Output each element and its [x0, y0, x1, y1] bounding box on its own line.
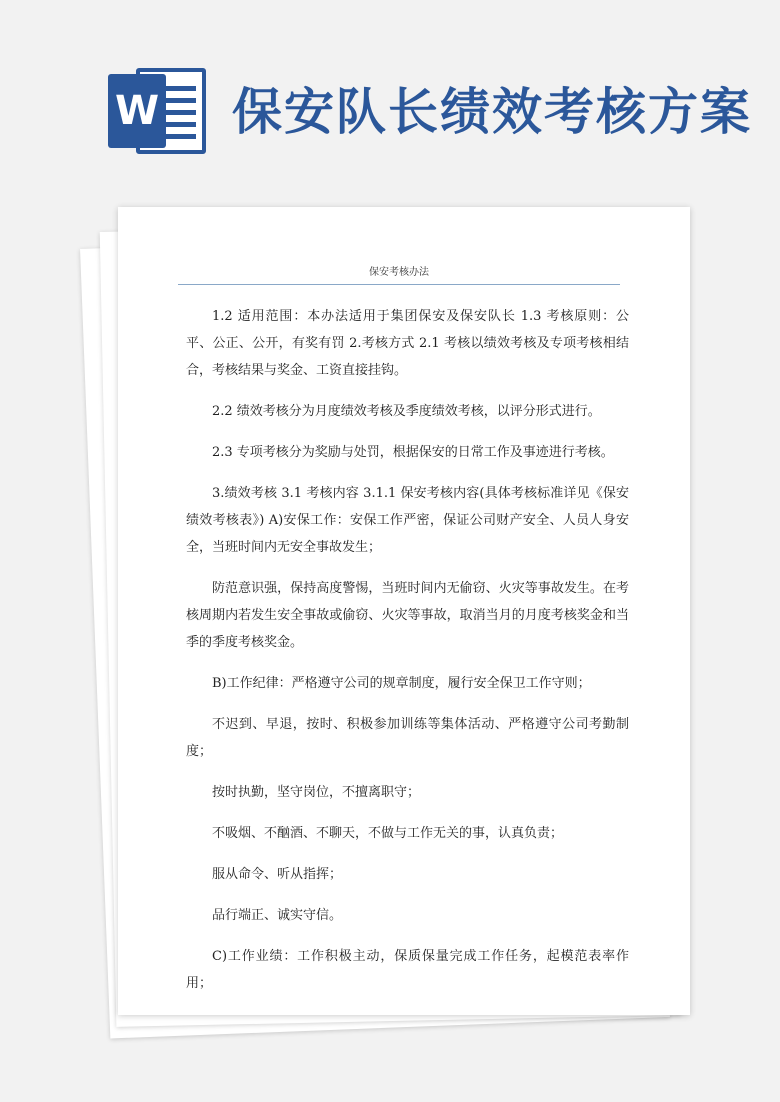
paragraph: 不迟到、早退，按时、积极参加训练等集体活动、严格遵守公司考勤制度； [186, 717, 629, 759]
paragraph: 2.2 绩效考核分为月度绩效考核及季度绩效考核，以评分形式进行。 [212, 404, 601, 419]
word-document-icon [108, 68, 208, 154]
paragraph: 2.3 专项考核分为奖励与处罚，根据保安的日常工作及事迹进行考核。 [212, 445, 614, 460]
paragraph: 不吸烟、不酗酒、不聊天，不做与工作无关的事，认真负责； [212, 826, 564, 841]
paragraph: C)工作业绩：工作积极主动，保质保量完成工作任务，起模范表率作用； [186, 949, 629, 991]
paragraph: 按时执勤，坚守岗位，不擅离职守； [212, 785, 421, 800]
document-page [118, 207, 690, 1015]
paragraph: 3.绩效考核 3.1 考核内容 3.1.1 保安考核内容(具体考核标准详见《保安绩效考核表》) A)安保工作：安保工作严密，保证公司财产安全、人员人身安全，当班时间内无安全事故发生； [186, 486, 629, 555]
paragraph: B)工作纪律：严格遵守公司的规章制度，履行安全保卫工作守则； [212, 676, 591, 691]
word-icon-letter: W [108, 74, 166, 148]
paragraph: 1.2 适用范围：本办法适用于集团保安及保安队长 1.3 考核原则：公平、公正、公开，有奖有罚 2.考核方式 2.1 考核以绩效考核及专项考核相结合，考核结果与奖金、工资直接挂钩。 [186, 309, 629, 378]
paragraph: 防范意识强，保持高度警惕，当班时间内无偷窃、火灾等事故发生。在考核周期内若发生安全事故或偷窃、火灾等事故，取消当月的月度考核奖金和当季的季度考核奖金。 [186, 581, 629, 650]
paragraph: 服从命令、听从指挥； [212, 867, 343, 882]
document-body [186, 303, 629, 1011]
running-header: 保安考核办法 [178, 263, 620, 285]
header-banner [0, 0, 780, 190]
paragraph: 品行端正、诚实守信。 [212, 908, 343, 923]
document-title: 保安队长绩效考核方案 [232, 82, 752, 141]
